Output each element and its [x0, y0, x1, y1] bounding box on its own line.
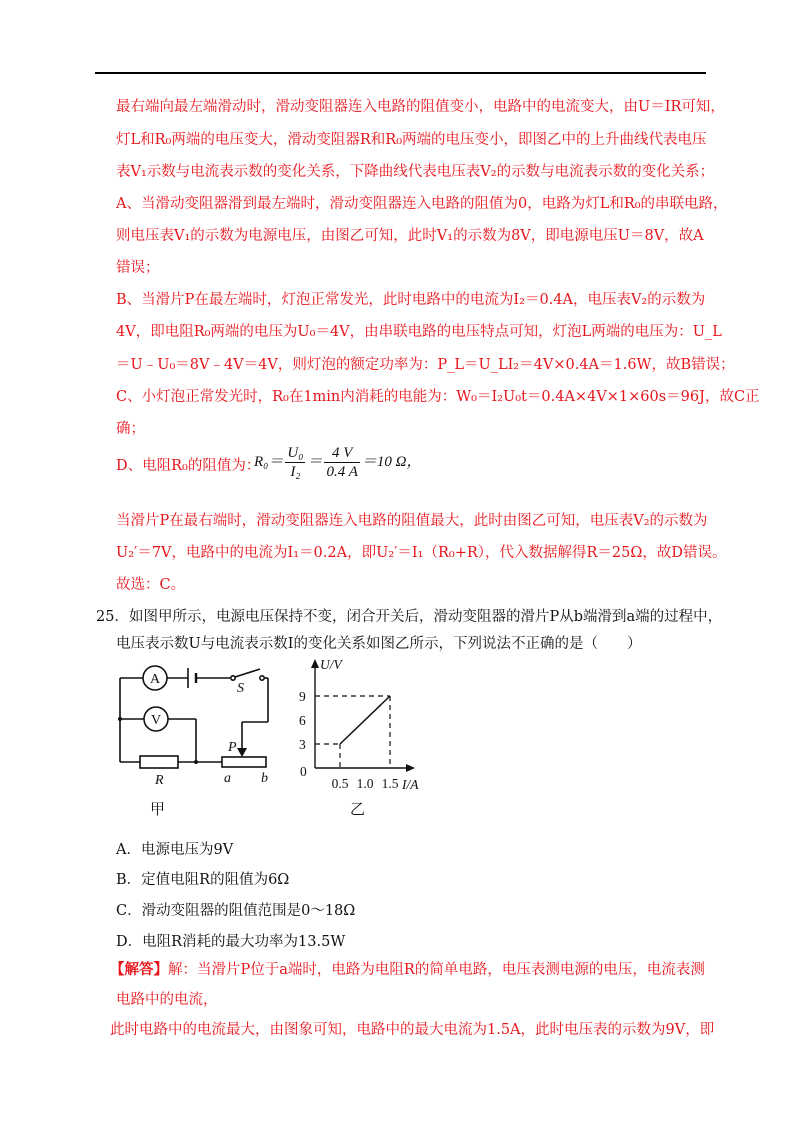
option-a: A．电源电压为9V	[116, 842, 234, 858]
resistor-icon	[140, 756, 178, 768]
graph-caption: 乙	[350, 802, 366, 818]
rheostat-end-b: b	[261, 771, 268, 786]
option-c: C．滑动变阻器的阻值范围是0～18Ω	[116, 903, 356, 919]
solution-line-3: 表V₁示数与电流表示数的变化关系，下降曲线代表电压表V₂的示数与电流表示数的变化关系；	[116, 164, 715, 180]
y-axis-label: U/V	[320, 657, 342, 672]
fraction-u0-i2	[285, 444, 305, 481]
switch-icon	[231, 676, 235, 680]
solution-line-13: U₂′＝7V，电路中的电流为I₁＝0.2A，即U₂′＝I₁（R₀+R），代入数据解得R＝25Ω，故D错误。	[116, 545, 727, 561]
answer-text-1: 解：当滑片P位于a端时，电路为电阻R的简单电路，电压表测电源的电压，电流表测	[168, 962, 705, 978]
x-tick-label: 0.5	[331, 776, 349, 791]
solution-line-12: 当滑片P在最右端时，滑动变阻器连入电路的阻值最大，此时由图乙可知，电压表V₂的示数为	[116, 513, 708, 529]
u-i-graph	[299, 657, 419, 818]
solution-line-9: ＝U﹣U₀＝8V﹣4V＝4V，则灯泡的额定功率为：P_L＝U_LI₂＝4V×0.4A＝1.6W，故B错误；	[116, 357, 735, 373]
rheostat-end-a: a	[224, 771, 231, 786]
resistor-label: R	[155, 773, 164, 788]
solution-line-6: 错误；	[116, 260, 160, 276]
fraction-denominator: 0.4 A	[326, 464, 358, 480]
solution-line-10: C、小灯泡正常发光时，R₀在1min内消耗的电能为：W₀＝I₂U₀t＝0.4A×4V×1×60s＝96J，故C正	[116, 389, 760, 405]
solution-line-2: 灯L和R₀两端的电压变大，滑动变阻器R和R₀两端的电压变小，即图乙中的上升曲线代表电压	[116, 132, 707, 148]
formula-rhs: ＝10 Ω，	[361, 453, 422, 470]
fraction-values	[324, 444, 359, 481]
solution-line-7: B、当滑片P在最左端时，灯泡正常发光，此时电路中的电流为I₂＝0.4A，电压表V₂的示数为	[116, 292, 706, 308]
solution-line-1: 最右端向最左端滑动时，滑动变阻器连入电路的阻值变小，电路中的电流变大，由U＝IR可知，	[116, 99, 725, 115]
answer-tag: 【解答】	[110, 961, 168, 978]
origin-label: 0	[300, 764, 307, 779]
answer-line-2: 电路中的电流，	[116, 992, 218, 1008]
answer-line-3: 此时电路中的电流最大，由图象可知，电路中的最大电流为1.5A，此时电压表的示数为9V，即	[110, 1022, 715, 1038]
rheostat-icon	[222, 757, 266, 767]
fraction-numerator: U₀	[287, 445, 304, 461]
solution-line-11: 确；	[116, 421, 145, 437]
header-rule	[95, 72, 706, 74]
solution-line-5: 则电压表V₁的示数为电源电压，由图乙可知，此时V₁的示数为8V，即电源电压U＝8V，故A	[116, 228, 704, 244]
solution-line-4: A、当滑动变阻器滑到最左端时，滑动变阻器连入电路的阻值为0，电路为灯L和R₀的串联电路，	[116, 196, 728, 212]
formula-eq: ＝	[307, 453, 323, 470]
d-line-prefix: D、电阻R₀的阻值为：	[116, 458, 261, 474]
answer-line-1	[110, 960, 705, 980]
x-axis-arrow	[406, 764, 415, 772]
y-tick-label: 3	[299, 737, 306, 752]
option-d: D．电阻R消耗的最大功率为13.5W	[116, 934, 346, 950]
x-axis-label: I/A	[402, 777, 419, 792]
y-tick-label: 6	[299, 713, 306, 728]
formula-lhs: R₀＝	[254, 453, 284, 470]
y-tick-label: 9	[299, 689, 306, 704]
x-tick-label: 1.5	[381, 776, 399, 791]
ammeter-label: A	[149, 672, 161, 687]
question-line-1: 25．如图甲所示，电源电压保持不变，闭合开关后，滑动变阻器的滑片P从b端滑到a端的过程中，	[96, 609, 723, 625]
voltmeter-label: V	[150, 713, 162, 728]
switch-label: S	[237, 681, 244, 696]
y-axis-arrow	[311, 659, 319, 668]
series-line	[340, 696, 390, 744]
circuit-diagram	[118, 666, 268, 768]
fraction-denominator: I₂	[290, 464, 301, 480]
circuit-caption: 甲	[150, 802, 166, 818]
option-b: B．定值电阻R的阻值为6Ω	[116, 872, 290, 888]
slider-label: P	[228, 740, 237, 755]
x-tick-label: 1.0	[356, 776, 374, 791]
question-figures	[110, 656, 440, 824]
fraction-numerator: 4 V	[324, 444, 359, 463]
solution-line-14: 故选：C。	[116, 577, 186, 593]
resistance-formula	[254, 444, 421, 481]
solution-line-8: 4V，即电阻R₀两端的电压为U₀＝4V，由串联电路的电压特点可知，灯泡L两端的电压为：U_L	[116, 324, 722, 340]
question-line-2: 电压表示数U与电流表示数I的变化关系如图乙所示，下列说法不正确的是（ ）	[116, 636, 642, 652]
